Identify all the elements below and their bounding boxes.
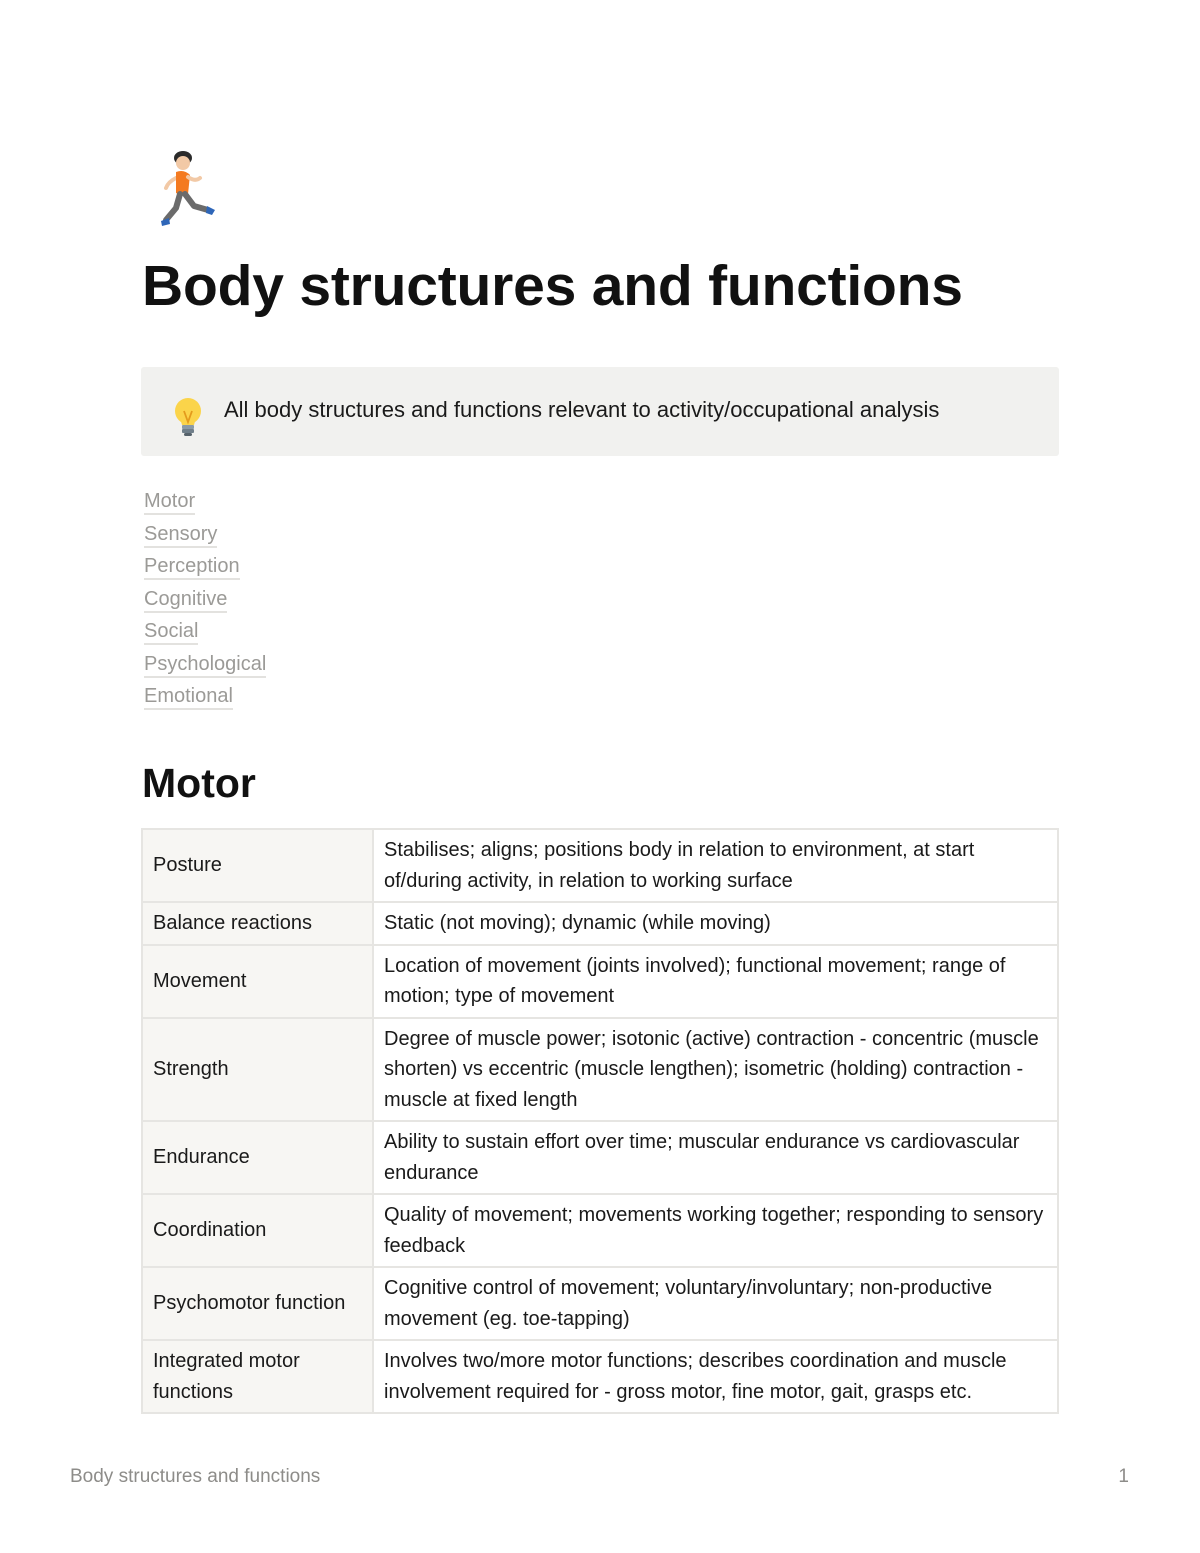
toc-link-psychological[interactable]: Psychological (144, 653, 266, 678)
table-row (142, 829, 1058, 902)
callout-text: All body structures and functions relevant to activity/occupational analysis (224, 397, 940, 422)
row-description-cell: Ability to sustain effort over time; muscular endurance vs cardiovascular endurance (373, 1121, 1058, 1194)
table-row (142, 945, 1058, 1018)
motor-table (141, 828, 1059, 1414)
row-header-cell: Integrated motor functions (142, 1340, 373, 1413)
toc-link-emotional[interactable]: Emotional (144, 685, 233, 710)
table-of-contents (144, 486, 266, 714)
toc-item (144, 486, 266, 519)
toc-item (144, 551, 266, 584)
toc-item (144, 616, 266, 649)
row-header-cell: Movement (142, 945, 373, 1018)
table-row (142, 1267, 1058, 1340)
footer-document-title: Body structures and functions (70, 1466, 321, 1487)
footer-page-number: 1 (1118, 1466, 1129, 1487)
row-description-cell: Static (not moving); dynamic (while moving) (373, 902, 1058, 945)
toc-link-cognitive[interactable]: Cognitive (144, 588, 227, 613)
table-row (142, 1121, 1058, 1194)
table-row (142, 1340, 1058, 1413)
toc-link-perception[interactable]: Perception (144, 555, 240, 580)
row-header-cell: Balance reactions (142, 902, 373, 945)
row-description-cell: Location of movement (joints involved); functional movement; range of motion; type of movement (373, 945, 1058, 1018)
row-description-cell: Involves two/more motor functions; describes coordination and muscle involvement required for - gross motor, fine motor, gait, grasps etc. (373, 1340, 1058, 1413)
toc-link-social[interactable]: Social (144, 620, 198, 645)
row-header-cell: Coordination (142, 1194, 373, 1267)
row-header-cell: Posture (142, 829, 373, 902)
row-description-cell: Stabilises; aligns; positions body in relation to environment, at start of/during activity, in relation to working surface (373, 829, 1058, 902)
toc-item (144, 584, 266, 617)
row-header-cell: Endurance (142, 1121, 373, 1194)
row-description-cell: Cognitive control of movement; voluntary/involuntary; non-productive movement (eg. toe-tapping) (373, 1267, 1058, 1340)
lightbulb-icon (169, 395, 207, 439)
table-row (142, 1018, 1058, 1122)
section-heading-motor: Motor (142, 760, 256, 806)
toc-item (144, 681, 266, 714)
toc-item (144, 519, 266, 552)
row-description-cell: Degree of muscle power; isotonic (active) contraction - concentric (muscle shorten) vs eccentric (muscle lengthen); isometric (holding) contraction - muscle at fixed length (373, 1018, 1058, 1122)
toc-link-motor[interactable]: Motor (144, 490, 195, 515)
toc-link-sensory[interactable]: Sensory (144, 523, 217, 548)
callout (141, 367, 1059, 456)
toc-item (144, 649, 266, 682)
person-running-icon (150, 148, 230, 238)
row-header-cell: Psychomotor function (142, 1267, 373, 1340)
row-description-cell: Quality of movement; movements working together; responding to sensory feedback (373, 1194, 1058, 1267)
row-header-cell: Strength (142, 1018, 373, 1122)
table-row (142, 1194, 1058, 1267)
page-title: Body structures and functions (142, 254, 963, 318)
table-row (142, 902, 1058, 945)
